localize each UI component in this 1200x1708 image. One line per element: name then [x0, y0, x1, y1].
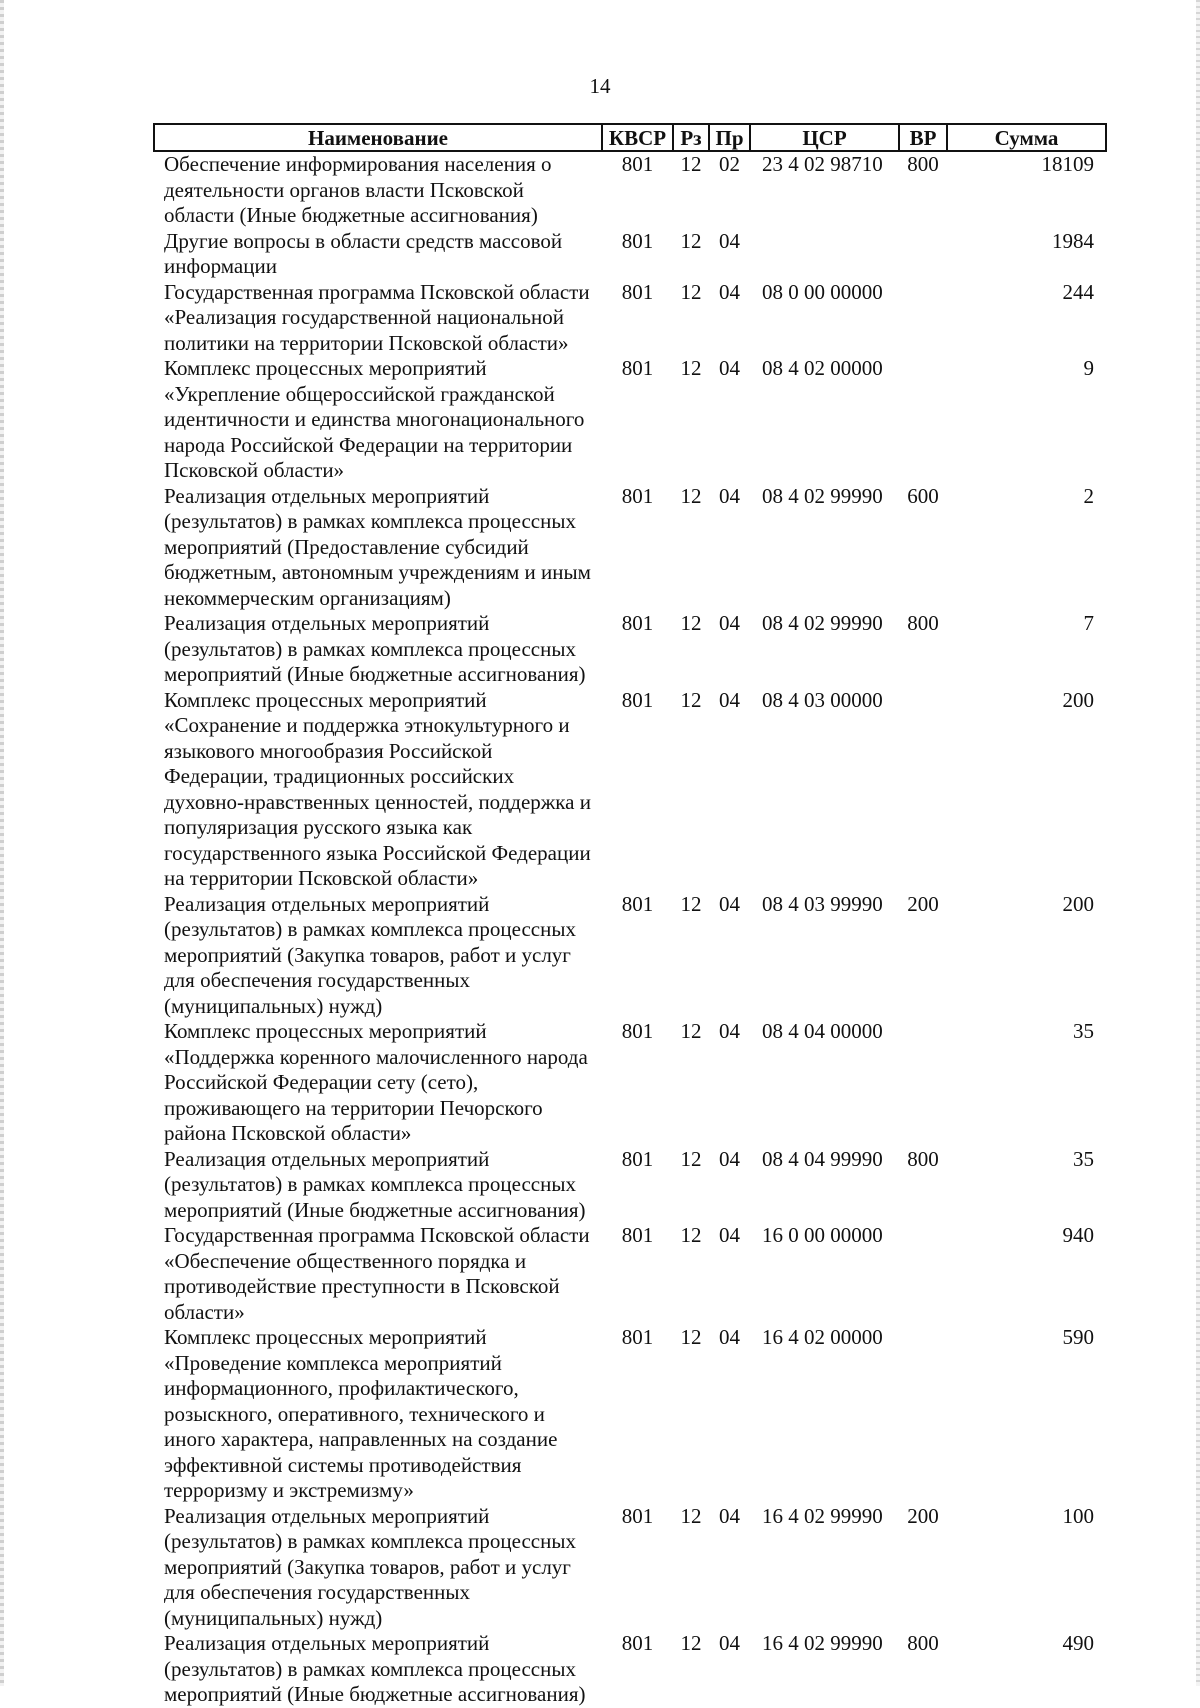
- row-vr: [899, 688, 947, 892]
- row-sum: 1984: [1052, 228, 1094, 253]
- row-name: Реализация отдельных мероприятий (результатов) в рамках комплекса процессных мероприятий (Иные бюджетные ассигнования): [164, 1631, 586, 1706]
- table-row: [154, 484, 1106, 612]
- row-csr: 08 4 03 99990: [762, 891, 883, 916]
- row-csr: 08 0 00 00000: [762, 279, 883, 304]
- row-sum: 2: [1083, 483, 1094, 508]
- row-rz: 12: [680, 1019, 702, 1043]
- row-rz: 12: [680, 1146, 702, 1171]
- row-csr: 16 0 00 00000: [762, 1223, 883, 1247]
- table-row: [154, 1504, 1106, 1632]
- table-row: [154, 1147, 1106, 1224]
- row-name: Другие вопросы в области средств массовой информации: [164, 228, 563, 278]
- table-row: [154, 356, 1106, 484]
- row-csr: 08 4 02 99990: [762, 611, 883, 635]
- row-kvsr: 801: [621, 891, 654, 916]
- row-pr: 04: [719, 1223, 740, 1247]
- table-row: [154, 280, 1106, 357]
- row-kvsr: 801: [621, 152, 654, 176]
- row-csr: 16 4 02 99990: [762, 1503, 883, 1528]
- row-sum: 200: [1062, 891, 1094, 916]
- row-name: Реализация отдельных мероприятий (результатов) в рамках комплекса процессных мероприятий (Иные бюджетные ассигнования): [164, 1146, 586, 1222]
- row-csr: 08 4 03 00000: [762, 687, 883, 712]
- row-csr: 16 4 02 00000: [762, 1325, 883, 1349]
- row-sum: 7: [1083, 611, 1094, 635]
- table-row: [154, 229, 1106, 280]
- row-name: Реализация отдельных мероприятий (результатов) в рамках комплекса процессных мероприятий (Предоставление субсидий бюджетным, автономным учреждениям и иным некоммерческим организациям): [164, 483, 591, 610]
- row-rz: 12: [680, 891, 702, 916]
- table-row: [154, 611, 1106, 688]
- row-kvsr: 801: [621, 1019, 654, 1043]
- row-kvsr: 801: [621, 279, 654, 304]
- row-kvsr: 801: [621, 1325, 654, 1349]
- budget-table: [153, 123, 1107, 1708]
- row-vr: [899, 356, 947, 484]
- table-row: [154, 1631, 1106, 1708]
- row-rz: 12: [680, 483, 702, 508]
- row-vr: 800: [907, 1631, 939, 1655]
- row-sum: 9: [1083, 356, 1094, 380]
- row-sum: 35: [1073, 1019, 1094, 1043]
- row-sum: 244: [1062, 279, 1094, 304]
- table-row: [154, 1019, 1106, 1147]
- row-vr: [899, 1019, 947, 1147]
- row-rz: 12: [680, 228, 702, 253]
- row-rz: 12: [680, 1325, 702, 1349]
- row-name: Комплекс процессных мероприятий «Проведение комплекса мероприятий информационного, профилактического, розыскного, оперативного, технического и иного характера, направленных на создание эффективной системы противодействия терроризму и экстремизму»: [164, 1325, 558, 1502]
- row-pr: 04: [719, 483, 740, 508]
- row-csr: 08 4 02 99990: [762, 483, 883, 508]
- row-rz: 12: [680, 152, 702, 176]
- row-pr: 02: [719, 152, 740, 176]
- row-name: Комплекс процессных мероприятий «Поддержка коренного малочисленного народа Российской Федерации сету (сето), проживающего на территории Печорского района Псковской области»: [164, 1019, 588, 1145]
- row-rz: 12: [680, 279, 702, 304]
- row-rz: 12: [680, 687, 702, 712]
- row-kvsr: 801: [621, 356, 654, 380]
- header-kvsr: КВСР: [602, 124, 673, 151]
- table-row: [154, 1223, 1106, 1325]
- row-sum: 490: [1062, 1631, 1094, 1655]
- row-kvsr: 801: [621, 483, 654, 508]
- table-row: [154, 151, 1106, 229]
- row-csr: 16 4 02 99990: [762, 1631, 883, 1655]
- row-sum: 100: [1062, 1503, 1094, 1528]
- row-rz: 12: [680, 1503, 702, 1528]
- row-pr: 04: [719, 228, 740, 253]
- row-rz: 12: [680, 611, 702, 635]
- row-csr: 08 4 02 00000: [762, 356, 883, 380]
- row-pr: 04: [719, 611, 740, 635]
- page-number: 14: [589, 74, 611, 98]
- table-row: [154, 688, 1106, 892]
- row-pr: 04: [719, 1503, 740, 1528]
- row-vr: [899, 280, 947, 357]
- row-vr: 800: [907, 152, 939, 176]
- row-sum: 35: [1073, 1146, 1094, 1171]
- row-name: Комплекс процессных мероприятий «Укрепление общероссийской гражданской идентичности и единства многонационального народа Российской Федерации на территории Псковской области»: [164, 356, 585, 482]
- row-sum: 590: [1062, 1325, 1094, 1349]
- row-name: Комплекс процессных мероприятий «Сохранение и поддержка этнокультурного и языкового многообразия Российской Федерации, традиционных российских духовно-нравственных ценностей, поддержка и популяризация русского языка как государственного языка Российской Федерации на территории Псковской области»: [164, 687, 591, 890]
- table-row: [154, 892, 1106, 1020]
- row-name: Реализация отдельных мероприятий (результатов) в рамках комплекса процессных мероприятий (Закупка товаров, работ и услуг для обеспечения государственных (муниципальных) нужд): [164, 1503, 576, 1630]
- row-rz: 12: [680, 356, 702, 380]
- scan-edge-right: [1196, 0, 1200, 1686]
- row-pr: 04: [719, 1631, 740, 1655]
- row-pr: 04: [719, 1146, 740, 1171]
- header-name: Наименование: [154, 124, 602, 151]
- row-vr: [899, 1223, 947, 1325]
- row-vr: 200: [907, 891, 939, 916]
- row-pr: 04: [719, 1019, 740, 1043]
- row-pr: 04: [719, 356, 740, 380]
- row-kvsr: 801: [621, 1223, 654, 1247]
- row-csr: 08 4 04 99990: [762, 1146, 883, 1171]
- row-vr: [899, 1325, 947, 1504]
- header-rz: Рз: [673, 124, 709, 151]
- row-sum: 18109: [1041, 152, 1094, 176]
- row-kvsr: 801: [621, 1146, 654, 1171]
- row-pr: 04: [719, 891, 740, 916]
- header-vr: ВР: [899, 124, 947, 151]
- row-kvsr: 801: [621, 687, 654, 712]
- row-vr: 600: [907, 483, 939, 508]
- row-vr: 800: [907, 1146, 939, 1171]
- scan-edge-left: [0, 0, 4, 1686]
- row-kvsr: 801: [621, 1631, 654, 1655]
- row-vr: 200: [907, 1503, 939, 1528]
- row-rz: 12: [680, 1223, 702, 1247]
- header-pr: Пр: [709, 124, 750, 151]
- row-vr: 800: [907, 611, 939, 635]
- row-sum: 200: [1062, 687, 1094, 712]
- header-csr: ЦСР: [750, 124, 899, 151]
- row-name: Реализация отдельных мероприятий (результатов) в рамках комплекса процессных мероприятий (Закупка товаров, работ и услуг для обеспечения государственных (муниципальных) нужд): [164, 891, 576, 1018]
- row-name: Государственная программа Псковской области «Обеспечение общественного порядка и противодействие преступности в Псковской области»: [164, 1223, 590, 1324]
- row-sum: 940: [1062, 1223, 1094, 1247]
- row-name: Государственная программа Псковской области «Реализация государственной национальной политики на территории Псковской области»: [164, 279, 590, 355]
- row-name: Обеспечение информирования населения о деятельности органов власти Псковской области (Иные бюджетные ассигнования): [164, 152, 552, 227]
- row-kvsr: 801: [621, 1503, 654, 1528]
- table-header-row: [154, 124, 1106, 151]
- row-rz: 12: [680, 1631, 702, 1655]
- row-pr: 04: [719, 687, 740, 712]
- table-row: [154, 1325, 1106, 1504]
- row-kvsr: 801: [621, 611, 654, 635]
- row-kvsr: 801: [621, 228, 654, 253]
- row-pr: 04: [719, 1325, 740, 1349]
- row-pr: 04: [719, 279, 740, 304]
- row-csr: 08 4 04 00000: [762, 1019, 883, 1043]
- row-name: Реализация отдельных мероприятий (результатов) в рамках комплекса процессных мероприятий (Иные бюджетные ассигнования): [164, 611, 586, 686]
- row-csr: 23 4 02 98710: [762, 152, 883, 176]
- row-csr: [750, 229, 899, 280]
- header-sum: Сумма: [947, 124, 1106, 151]
- row-vr: [899, 229, 947, 280]
